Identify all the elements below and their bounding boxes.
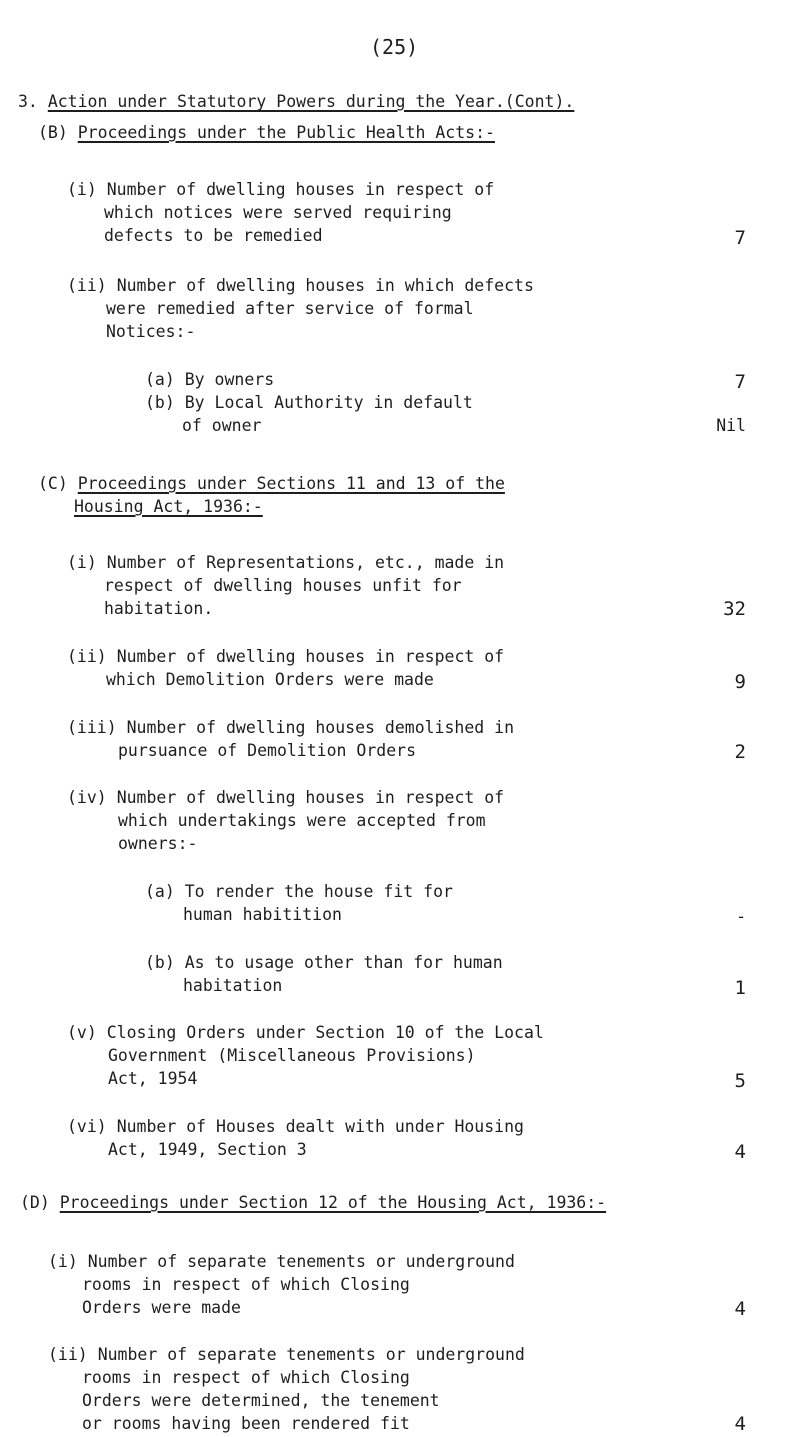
list-item	[48, 1250, 515, 1273]
item-value: 9	[734, 671, 746, 693]
item-label: (iv)	[67, 788, 107, 807]
item-text: respect of dwelling houses unfit for	[104, 576, 462, 595]
list-item	[48, 1343, 525, 1366]
item-text: which undertakings were accepted from	[118, 811, 486, 830]
list-item	[67, 645, 504, 668]
section-d-label: (D)	[20, 1193, 50, 1212]
item-label: (b)	[145, 953, 175, 972]
list-item	[145, 368, 274, 391]
section-heading	[18, 92, 574, 111]
item-label: (i)	[67, 180, 97, 199]
item-text: owners:-	[118, 834, 198, 853]
item-text: Notices:-	[106, 322, 196, 341]
item-text: Number of dwelling houses in which defects	[116, 276, 534, 295]
item-text: Number of dwelling houses demolished in	[126, 718, 515, 737]
list-item	[145, 951, 503, 974]
item-value: 32	[723, 598, 746, 620]
item-text: Act, 1949, Section 3	[108, 1140, 307, 1159]
item-text: defects to be remedied	[104, 226, 323, 245]
section-c-heading-cont: Housing Act, 1936:-	[74, 497, 263, 516]
section-d-heading: Proceedings under Section 12 of the Housing Act, 1936:-	[59, 1193, 607, 1212]
item-text: By owners	[184, 370, 275, 389]
item-label: (a)	[145, 882, 175, 901]
item-text: Number of Representations, etc., made in	[106, 553, 505, 572]
list-item	[67, 274, 534, 297]
item-label: (i)	[67, 553, 97, 572]
section-c-heading: Proceedings under Sections 11 and 13 of the	[77, 474, 505, 493]
item-value: 7	[734, 371, 746, 393]
item-text: rooms in respect of which Closing	[82, 1275, 410, 1294]
item-value: 7	[734, 227, 746, 249]
item-text: Number of dwelling houses in respect of	[116, 647, 505, 666]
item-text: habitation.	[104, 599, 214, 618]
item-text: Number of dwelling houses in respect of	[106, 180, 495, 199]
item-value: 5	[734, 1070, 746, 1092]
section-c-label: (C)	[38, 474, 68, 493]
item-label: (ii)	[48, 1345, 88, 1364]
item-value: 4	[734, 1413, 746, 1435]
item-text: Closing Orders under Section 10 of the Local	[106, 1023, 544, 1042]
item-text: habitation	[183, 976, 283, 995]
item-value: Nil	[716, 416, 746, 435]
section-b-title	[38, 123, 495, 142]
item-text: Number of separate tenements or underground	[87, 1252, 515, 1271]
list-item	[67, 1115, 524, 1138]
item-value: 2	[734, 741, 746, 763]
item-text: pursuance of Demolition Orders	[118, 741, 417, 760]
section-b-heading: Proceedings under the Public Health Acts:-	[77, 123, 495, 142]
section-b-label: (B)	[38, 123, 68, 142]
item-value: 1	[734, 977, 746, 999]
item-label: (v)	[67, 1023, 97, 1042]
item-label: (b) By Local Authority in default	[145, 393, 473, 412]
list-item	[67, 551, 504, 574]
list-item	[145, 391, 473, 414]
item-text: rooms in respect of which Closing	[82, 1368, 410, 1387]
item-text: Number of separate tenements or underground	[97, 1345, 525, 1364]
item-label: (ii)	[67, 276, 107, 295]
item-text: which notices were served requiring	[104, 203, 452, 222]
item-label: (a)	[145, 370, 175, 389]
item-label: (iii)	[67, 718, 117, 737]
item-text: which Demolition Orders were made	[106, 670, 434, 689]
item-text: Government (Miscellaneous Provisions)	[108, 1046, 476, 1065]
item-value: 4	[734, 1298, 746, 1320]
item-text: of owner	[182, 416, 262, 435]
list-item	[67, 716, 514, 739]
item-text: Orders were made	[82, 1298, 241, 1317]
item-text: Act, 1954	[108, 1069, 198, 1088]
page-number: (25)	[370, 35, 419, 59]
section-c-title	[38, 474, 505, 493]
item-text: To render the house fit for	[184, 882, 453, 901]
list-item	[67, 786, 504, 809]
item-label: (ii)	[67, 647, 107, 666]
item-text: human habitition	[183, 905, 342, 924]
list-item	[145, 880, 453, 903]
item-label: (vi)	[67, 1117, 107, 1136]
section-d-title	[20, 1193, 606, 1212]
item-text: Number of dwelling houses in respect of	[116, 788, 505, 807]
item-label: (i)	[48, 1252, 78, 1271]
heading-text: Action under Statutory Powers during the Year.(Cont).	[47, 92, 575, 111]
item-value: 4	[734, 1141, 746, 1163]
heading-label: 3.	[18, 92, 38, 111]
item-text: Number of Houses dealt with under Housing	[116, 1117, 524, 1136]
item-text: Orders were determined, the tenement	[82, 1391, 440, 1410]
item-text: As to usage other than for human	[184, 953, 503, 972]
list-item	[67, 178, 494, 201]
item-value: -	[736, 907, 746, 926]
list-item	[67, 1021, 544, 1044]
item-text: or rooms having been rendered fit	[82, 1414, 410, 1433]
item-text: were remedied after service of formal	[106, 299, 474, 318]
